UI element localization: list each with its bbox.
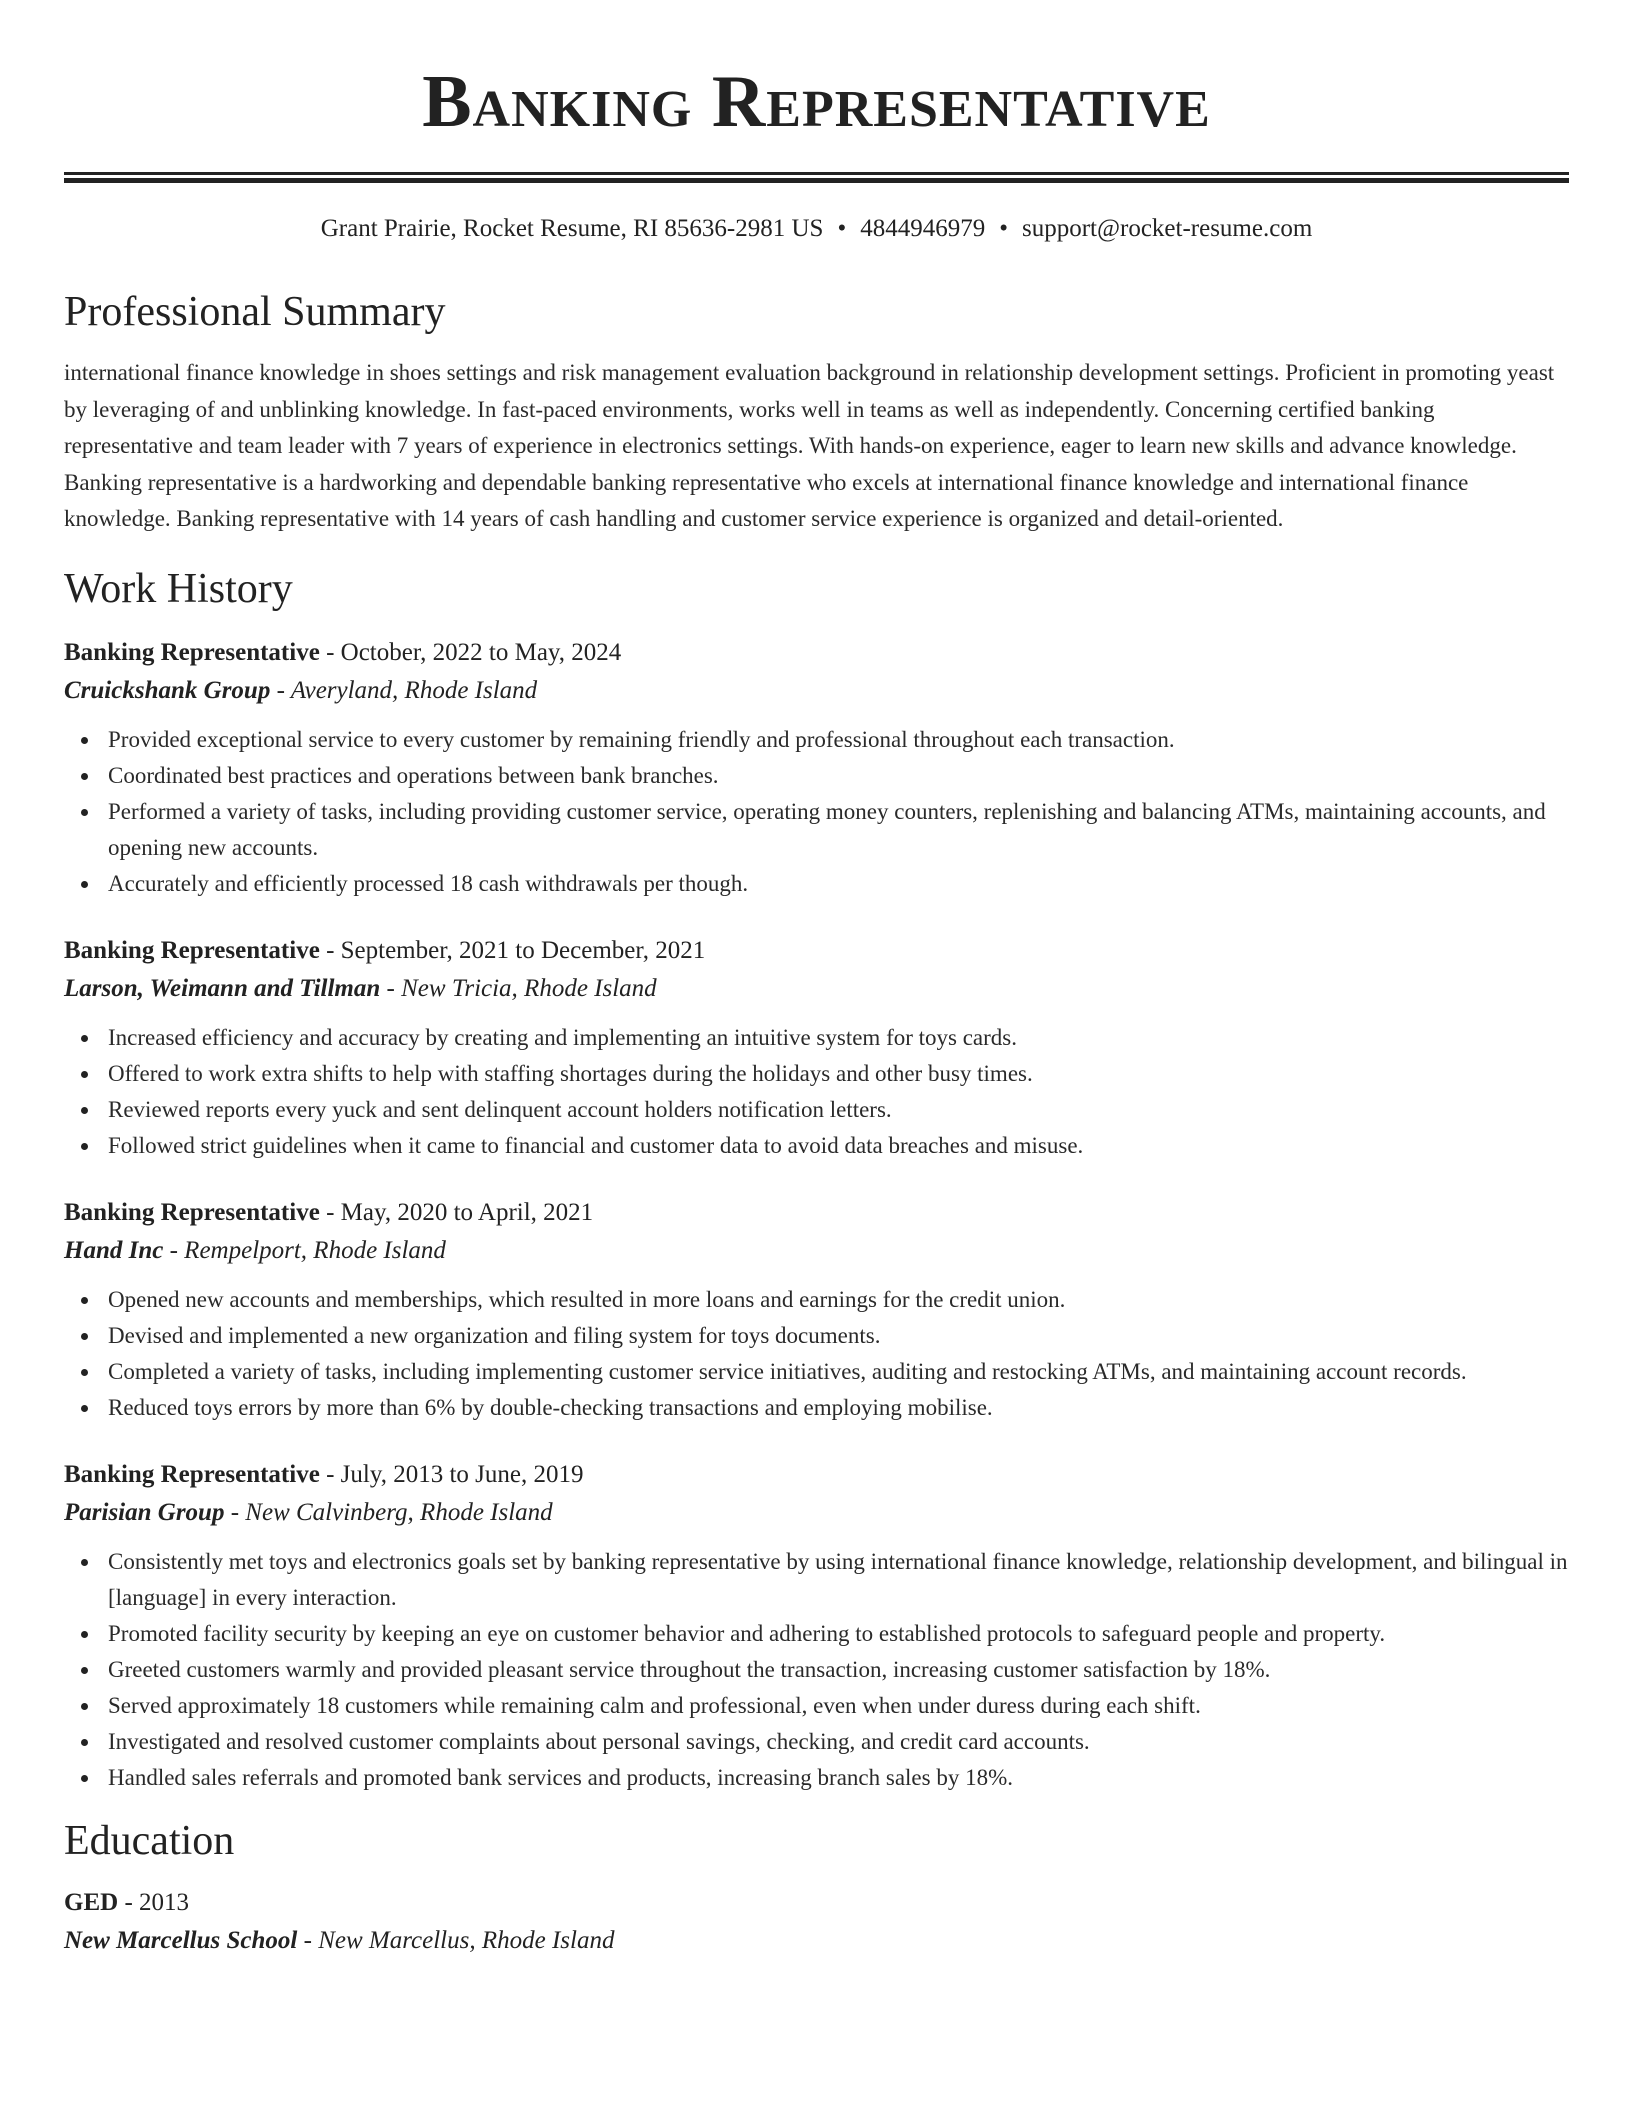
job-company: Larson, Weimann and Tillman — [64, 974, 381, 1002]
contact-email: support@rocket-resume.com — [1021, 215, 1313, 242]
job-bullet: Handled sales referrals and promoted bank services and products, increasing branch sales by 18%. — [108, 1760, 1569, 1796]
job-company-line: Hand Inc - Rempelport, Rhode Island — [64, 1236, 446, 1264]
education-entry — [64, 1884, 1569, 1960]
contact-address: Grant Prairie, Rocket Resume, RI 85636-2981 US — [320, 215, 824, 242]
job-entry — [64, 932, 1569, 1164]
contact-line — [64, 213, 1569, 245]
job-bullet: Reduced toys errors by more than 6% by double-checking transactions and employing mobilise. — [108, 1390, 1569, 1426]
job-bullet: Completed a variety of tasks, including implementing customer service initiatives, auditing and restocking ATMs, and maintaining account records. — [108, 1354, 1569, 1390]
job-bullets — [64, 1544, 1569, 1796]
job-location: New Calvinberg, Rhode Island — [245, 1498, 553, 1526]
title-divider — [64, 172, 1569, 183]
job-entry — [64, 634, 1569, 902]
job-company: Hand Inc — [64, 1236, 164, 1264]
job-location: Rempelport, Rhode Island — [184, 1236, 446, 1264]
job-bullets — [64, 1282, 1569, 1426]
job-bullets — [64, 722, 1569, 902]
job-bullet: Followed strict guidelines when it came to financial and customer data to avoid data breaches and misuse. — [108, 1128, 1569, 1164]
job-bullet: Promoted facility security by keeping an eye on customer behavior and adhering to established protocols to safeguard people and property. — [108, 1616, 1569, 1652]
contact-separator: • — [999, 215, 1008, 242]
job-title: Banking Representative — [64, 1460, 320, 1488]
contact-separator: • — [837, 215, 847, 242]
education-degree: GED — [64, 1888, 119, 1916]
job-company-line: Parisian Group - New Calvinberg, Rhode Island — [64, 1498, 553, 1526]
job-company: Parisian Group — [64, 1498, 225, 1526]
job-bullet: Opened new accounts and memberships, which resulted in more loans and earnings for the credit union. — [108, 1282, 1569, 1318]
work-history-heading: Work History — [64, 565, 293, 612]
education-heading: Education — [64, 1817, 235, 1864]
education-year: 2013 — [139, 1888, 190, 1916]
resume-page — [64, 0, 1569, 1960]
job-bullet: Investigated and resolved customer complaints about personal savings, checking, and credit card accounts. — [108, 1724, 1569, 1760]
job-title-line: Banking Representative - July, 2013 to June, 2019 — [64, 1460, 584, 1488]
job-bullet: Served approximately 18 customers while remaining calm and professional, even when under duress during each shift. — [108, 1688, 1569, 1724]
job-bullet: Performed a variety of tasks, including providing customer service, operating money counters, replenishing and balancing ATMs, maintaining accounts, and opening new accounts. — [108, 794, 1569, 866]
education-location: New Marcellus, Rhode Island — [318, 1926, 615, 1954]
job-location: New Tricia, Rhode Island — [401, 974, 657, 1002]
job-company-line: Larson, Weimann and Tillman - New Tricia, Rhode Island — [64, 974, 657, 1002]
job-title: Banking Representative — [64, 936, 320, 964]
job-dates: May, 2020 to April, 2021 — [340, 1198, 594, 1226]
job-dates: September, 2021 to December, 2021 — [340, 936, 706, 964]
job-title-line: Banking Representative - September, 2021 to December, 2021 — [64, 936, 706, 964]
summary-text: international finance knowledge in shoes settings and risk management evaluation background in relationship development settings. Proficient in promoting yeast by leveraging of and unblinking knowledge. In fast-paced environments, works well in teams as well as independently. Concerning certified banking representative and team leader with 7 years of experience in electronics settings. With hands-on experience, eager to learn new skills and advance knowledge. Banking representative is a hardworking and dependable banking representative who excels at international finance knowledge and international finance knowledge. Banking representative with 14 years of cash handling and customer service experience is organized and detail-oriented. — [64, 360, 1555, 532]
job-bullet: Accurately and efficiently processed 18 cash withdrawals per though. — [108, 866, 1569, 902]
job-bullet: Increased efficiency and accuracy by creating and implementing an intuitive system for toys cards. — [108, 1020, 1569, 1056]
job-title: Banking Representative — [64, 638, 320, 666]
job-title-line: Banking Representative - October, 2022 to May, 2024 — [64, 638, 622, 666]
job-company: Cruickshank Group — [64, 676, 271, 704]
summary-heading: Professional Summary — [64, 289, 446, 335]
job-bullet: Devised and implemented a new organization and filing system for toys documents. — [108, 1318, 1569, 1354]
job-company-line: Cruickshank Group - Averyland, Rhode Island — [64, 676, 538, 704]
resume-title: Banking Representative — [422, 61, 1211, 143]
contact-phone: 4844946979 — [860, 215, 986, 242]
education-degree-line: GED - 2013 — [64, 1888, 190, 1916]
job-bullet: Greeted customers warmly and provided pleasant service throughout the transaction, increasing customer satisfaction by 18%. — [108, 1652, 1569, 1688]
job-dates: October, 2022 to May, 2024 — [340, 638, 622, 666]
job-location: Averyland, Rhode Island — [290, 676, 538, 704]
job-bullet: Consistently met toys and electronics goals set by banking representative by using international finance knowledge, relationship development, and bilingual in [language] in every interaction. — [108, 1544, 1569, 1616]
education-school: New Marcellus School — [64, 1926, 298, 1954]
job-bullet: Coordinated best practices and operations between bank branches. — [108, 758, 1569, 794]
job-bullet: Offered to work extra shifts to help with staffing shortages during the holidays and other busy times. — [108, 1056, 1569, 1092]
job-bullets — [64, 1020, 1569, 1164]
job-title-line: Banking Representative - May, 2020 to April, 2021 — [64, 1198, 594, 1226]
job-bullet: Reviewed reports every yuck and sent delinquent account holders notification letters. — [108, 1092, 1569, 1128]
job-title: Banking Representative — [64, 1198, 320, 1226]
job-entry — [64, 1456, 1569, 1796]
job-entry — [64, 1194, 1569, 1426]
education-school-line: New Marcellus School - New Marcellus, Rhode Island — [64, 1926, 615, 1954]
job-bullet: Provided exceptional service to every customer by remaining friendly and professional throughout each transaction. — [108, 722, 1569, 758]
job-dates: July, 2013 to June, 2019 — [340, 1460, 584, 1488]
